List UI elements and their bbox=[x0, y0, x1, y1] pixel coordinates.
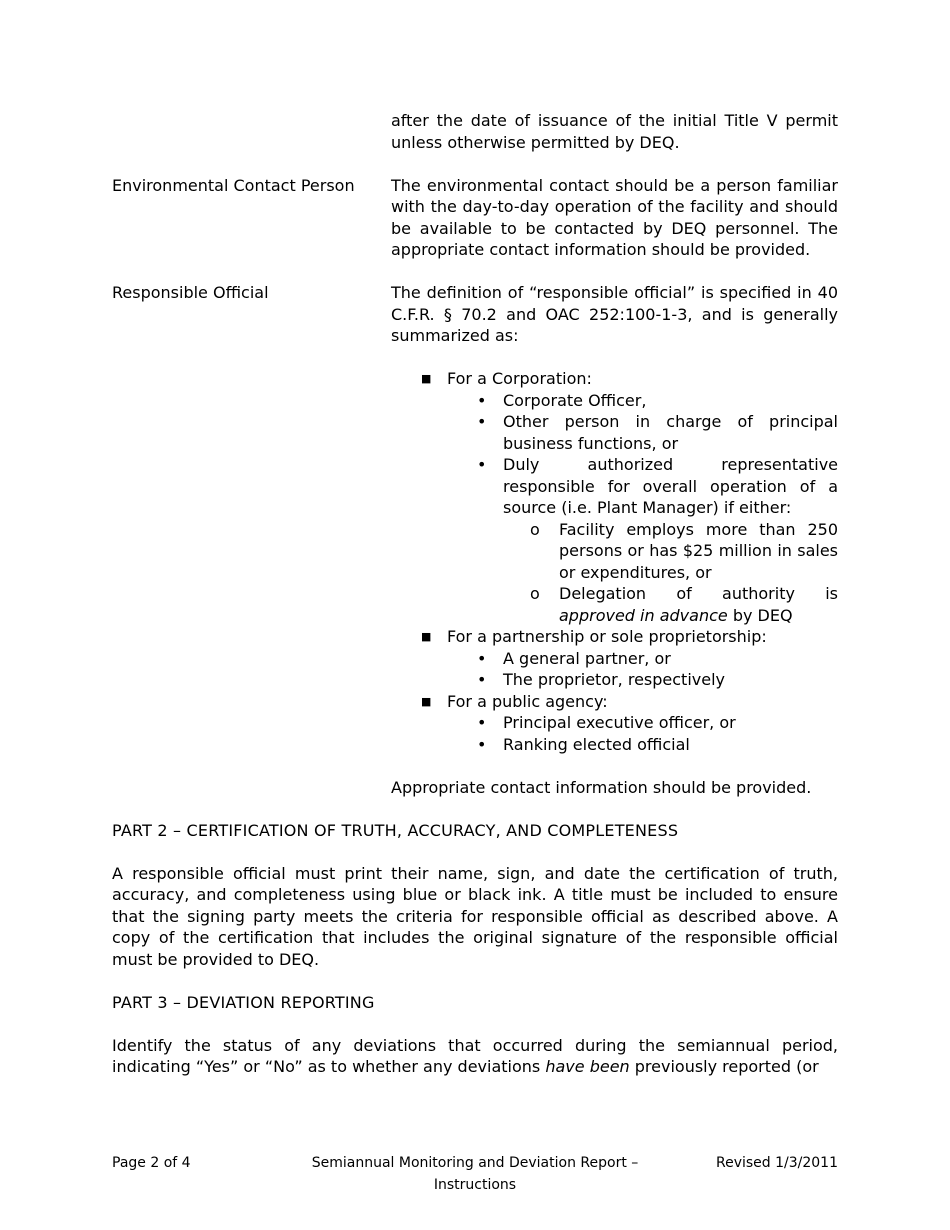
responsible-official-term: Responsible Official bbox=[112, 283, 269, 302]
part3-heading: PART 3 – DEVIATION REPORTING bbox=[112, 992, 375, 1012]
part2-body: A responsible official must print their name, sign, and date the certification of truth, accuracy, and completeness using blue or black ink. A title must be included to ensure that the signing party meets the criteria for responsible official as described above. A copy of the certification that includes the original signature of the responsible official must be provided to DEQ. bbox=[112, 863, 838, 969]
list-item: ■ For a public agency: • Principal executive officer, or • Ranking elected official bbox=[391, 691, 838, 756]
footer-page-number: Page 2 of 4 bbox=[112, 1155, 191, 1171]
responsible-official-closing: Appropriate contact information should be provided. bbox=[391, 777, 812, 797]
bullet-icon: • bbox=[477, 455, 487, 474]
document-page bbox=[112, 110, 838, 1078]
list-item: • Corporate Officer, bbox=[477, 390, 647, 410]
circle-bullet-icon: o bbox=[530, 519, 540, 539]
list-item: ■ For a partnership or sole proprietorship: • A general partner, or • The proprietor, respectively bbox=[391, 626, 838, 691]
responsible-official-row bbox=[112, 282, 838, 798]
bullet-icon: • bbox=[477, 648, 487, 668]
bullet-icon: • bbox=[477, 713, 487, 732]
list-item: o Facility employs more than 250 persons or has $25 million in sales or expenditures, or bbox=[530, 519, 838, 582]
list-item: o Delegation of authority is approved in advance by DEQ bbox=[530, 584, 838, 625]
list-item: ■ For a Corporation: • Corporate Officer, • Other person in charge of principal business functions, or • Duly authorized representative responsible for overall operation of a source (i.e. Plant Manager) if either: o Facility employs more than 250 persons or has $25 million in sales or expenditures, or o Delegation of authority is approved in advance by DEQ bbox=[421, 369, 838, 625]
list-item: • The proprietor, respectively bbox=[477, 670, 725, 689]
square-bullet-icon: ■ bbox=[421, 630, 432, 643]
square-bullet-icon: ■ bbox=[421, 694, 432, 708]
responsible-official-definition-block bbox=[391, 282, 838, 798]
list-item: • Duly authorized representative responsible for overall operation of a source (i.e. Plant Manager) if either: o Facility employs more than 250 persons or has $25 million in sales or expenditures, or o Delegation of authority is approved in advance by DEQ bbox=[477, 455, 838, 625]
list-item: • Other person in charge of principal business functions, or bbox=[477, 412, 838, 453]
environmental-contact-row bbox=[112, 175, 838, 261]
bullet-icon: • bbox=[477, 734, 487, 754]
bullet-icon: • bbox=[477, 412, 487, 431]
page-footer bbox=[112, 1153, 838, 1196]
list-item: • Ranking elected official bbox=[477, 734, 690, 754]
intro-continuation: after the date of issuance of the initial Title V permit unless otherwise permitted by DEQ. bbox=[391, 111, 838, 152]
list-item: • Principal executive officer, or bbox=[477, 713, 736, 732]
list-item: • A general partner, or bbox=[477, 648, 671, 668]
environmental-contact-term: Environmental Contact Person bbox=[112, 175, 355, 195]
part2-heading: PART 2 – CERTIFICATION OF TRUTH, ACCURACY, AND COMPLETENESS bbox=[112, 820, 679, 840]
square-bullet-icon: ■ bbox=[421, 372, 432, 385]
footer-revised-date: Revised 1/3/2011 bbox=[715, 1155, 838, 1171]
official-categories-list bbox=[391, 368, 838, 755]
bullet-icon: • bbox=[477, 670, 487, 689]
responsible-official-definition: The definition of “responsible official” is specified in 40 C.F.R. § 70.2 and OAC 252:100-1-3, and is generally summarized as: bbox=[391, 283, 838, 345]
environmental-contact-definition: The environmental contact should be a person familiar with the day-to-day operation of the facility and should be available to be contacted by DEQ personnel. The appropriate contact information should be provided. bbox=[391, 175, 838, 259]
bullet-icon: • bbox=[477, 390, 487, 410]
intro-row bbox=[112, 110, 838, 153]
part3-body: Identify the status of any deviations that occurred during the semiannual period, indicating “Yes” or “No” as to whether any deviations have been previously reported (or bbox=[112, 1035, 838, 1076]
circle-bullet-icon: o bbox=[530, 584, 540, 603]
footer-document-title: Semiannual Monitoring and Deviation Report – Instructions bbox=[311, 1155, 639, 1193]
